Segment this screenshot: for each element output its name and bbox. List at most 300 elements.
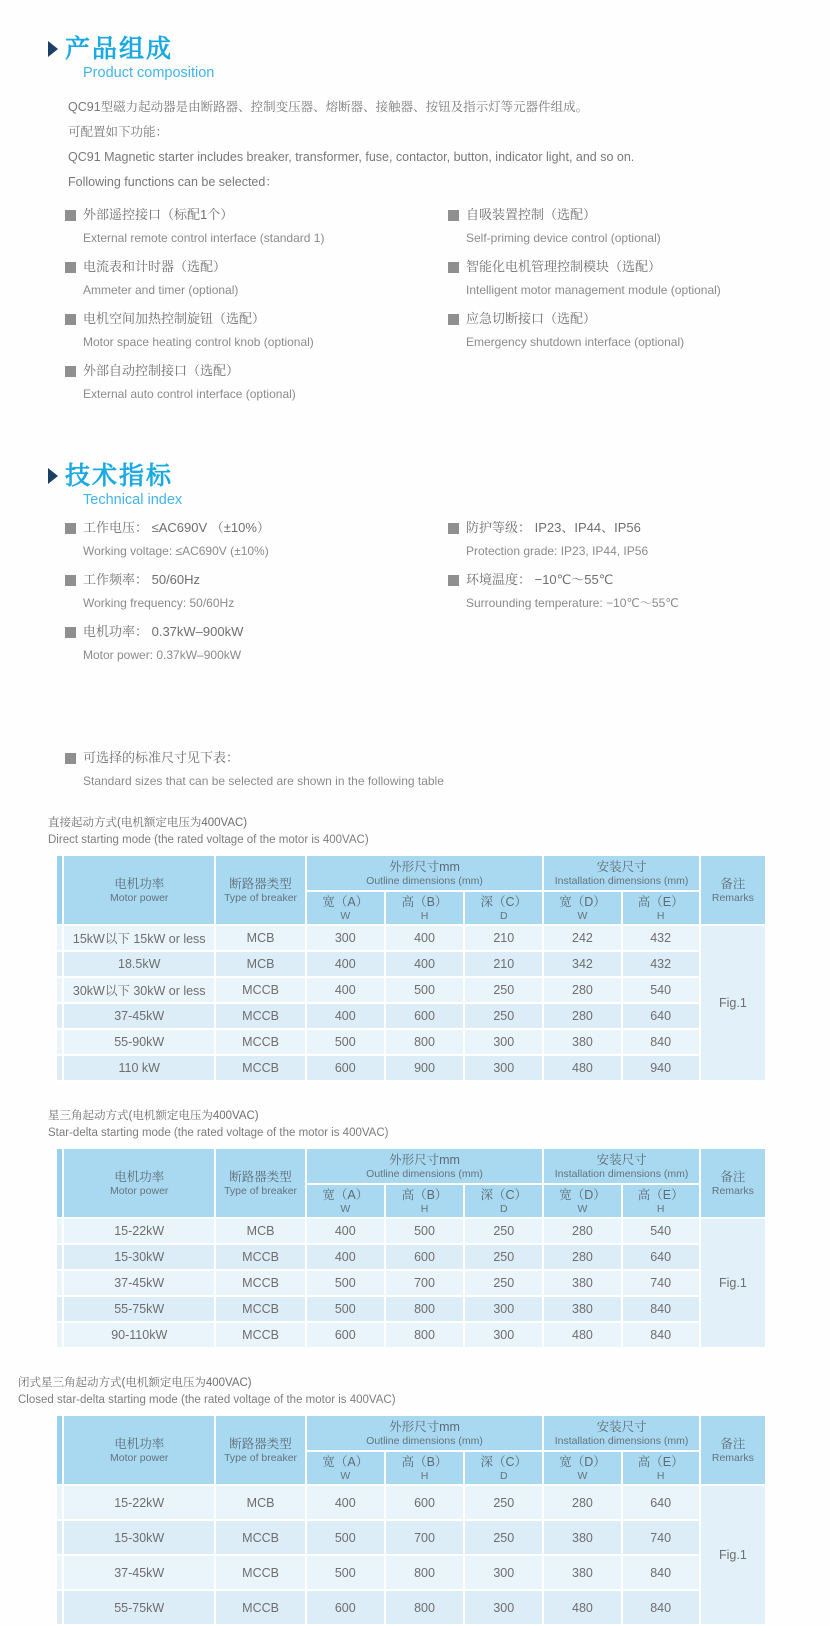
col-subheader-dimension xyxy=(622,891,700,925)
dimension-cell: 300 xyxy=(464,1555,543,1590)
col-subheader-dimension-en: D xyxy=(499,909,508,922)
note-zh: 可选择的标准尺寸见下表： xyxy=(65,750,790,766)
breaker-type-cell: MCCB xyxy=(215,1003,305,1029)
breaker-type-cell: MCCB xyxy=(215,1270,305,1296)
col-header-motor-power xyxy=(63,855,215,925)
table-edge-strip xyxy=(56,1003,63,1029)
table-row xyxy=(56,1296,766,1322)
spec-item-zh xyxy=(448,520,790,536)
table3-caption-zh: 闭式星三角起动方式(电机额定电压为400VAC) xyxy=(18,1377,252,1389)
table2-caption-en: Star-delta starting mode (the rated voltage of the motor is 400VAC) xyxy=(48,1127,389,1139)
table-row xyxy=(56,1555,766,1590)
feature-item-en: Intelligent motor management module (optional) xyxy=(466,283,721,297)
feature-item xyxy=(65,311,448,350)
dimension-cell: 280 xyxy=(543,1003,621,1029)
feature-item-en: External auto control interface (optional) xyxy=(83,387,296,401)
dimension-cell: 500 xyxy=(306,1029,385,1055)
dimension-cell: 800 xyxy=(385,1322,464,1348)
dimension-cell: 600 xyxy=(306,1590,385,1625)
feature-list xyxy=(65,207,790,415)
bullet-square-icon xyxy=(65,627,76,638)
dimension-cell: 400 xyxy=(306,977,385,1003)
table-edge-strip xyxy=(56,1244,63,1270)
bullet-square-icon xyxy=(65,314,76,325)
table-edge-strip xyxy=(56,1029,63,1055)
table-edge-strip xyxy=(56,925,63,951)
bullet-square-icon xyxy=(448,314,459,325)
col-header-installation-dimensions-zh: 安装尺寸 xyxy=(596,1419,647,1434)
spec-item-en: Motor power: 0.37kW–900kW xyxy=(83,648,242,662)
breaker-type-cell: MCCB xyxy=(215,1520,305,1555)
section-title-zh: 产品组成 xyxy=(65,35,174,63)
breaker-type-cell: MCB xyxy=(215,925,305,951)
dimension-cell: 740 xyxy=(622,1270,700,1296)
col-header-installation-dimensions-zh: 安装尺寸 xyxy=(596,1152,647,1167)
col-subheader-dimension xyxy=(385,1184,464,1218)
direct-starting-table xyxy=(55,854,767,1082)
closed-star-delta-table xyxy=(55,1414,767,1626)
spec-item-zh xyxy=(65,624,448,640)
col-subheader-dimension xyxy=(543,891,621,925)
dimension-cell: 700 xyxy=(385,1520,464,1555)
col-header-breaker-type xyxy=(215,855,305,925)
col-header-remarks-zh: 备注 xyxy=(720,1436,746,1451)
dimension-cell: 210 xyxy=(464,951,543,977)
feature-item-en: External remote control interface (standard 1) xyxy=(83,231,325,245)
dimension-cell: 250 xyxy=(464,1270,543,1296)
col-header-outline-dimensions-zh: 外形尺寸mm xyxy=(389,1419,460,1434)
col-header-installation-dimensions-en: Installation dimensions (mm) xyxy=(554,874,689,887)
col-subheader-dimension xyxy=(306,891,385,925)
dimension-cell: 840 xyxy=(622,1590,700,1625)
dimension-cell: 600 xyxy=(306,1322,385,1348)
feature-item-zh xyxy=(448,207,790,223)
table-edge-strip xyxy=(56,1485,63,1520)
col-header-remarks xyxy=(700,1148,766,1218)
dimension-cell: 250 xyxy=(464,1520,543,1555)
dimension-cell: 480 xyxy=(543,1590,621,1625)
motor-power-cell: 15-22kW xyxy=(63,1218,215,1244)
feature-item-en: Emergency shutdown interface (optional) xyxy=(466,335,685,349)
table-edge-strip xyxy=(56,951,63,977)
section-title-en: Technical index xyxy=(83,492,183,508)
dimension-cell: 400 xyxy=(306,951,385,977)
col-header-installation-dimensions-zh: 安装尺寸 xyxy=(596,859,647,874)
dimension-cell: 380 xyxy=(543,1270,621,1296)
col-header-remarks-en: Remarks xyxy=(711,891,754,904)
col-header-remarks-zh: 备注 xyxy=(720,1169,746,1184)
dimension-cell: 400 xyxy=(306,1003,385,1029)
dimension-cell: 480 xyxy=(543,1322,621,1348)
section-arrow-icon xyxy=(48,41,58,57)
spec-item-zh xyxy=(448,572,790,588)
col-subheader-dimension-en: H xyxy=(656,1469,665,1482)
col-subheader-dimension xyxy=(622,1451,700,1485)
dimension-cell: 280 xyxy=(543,1485,621,1520)
spec-item-en: Surrounding temperature: −10℃～55℃ xyxy=(466,596,679,610)
motor-power-cell: 37-45kW xyxy=(63,1555,215,1590)
col-header-motor-power-zh: 电机功率 xyxy=(114,876,165,891)
col-subheader-dimension-zh: 高（E） xyxy=(637,1454,684,1469)
col-header-installation-dimensions xyxy=(543,855,699,891)
motor-power-cell: 110 kW xyxy=(63,1055,215,1081)
col-header-breaker-type-zh: 断路器类型 xyxy=(229,1169,292,1184)
spec-item-zh-text: 工作电压： ≤AC690V （±10%） xyxy=(83,520,270,535)
dimension-cell: 400 xyxy=(385,925,464,951)
col-subheader-dimension-zh: 宽（A） xyxy=(322,1187,369,1202)
table-edge-strip xyxy=(56,1590,63,1625)
table-edge-strip xyxy=(56,1218,63,1244)
feature-list-left xyxy=(65,207,448,415)
dimension-cell: 300 xyxy=(464,1590,543,1625)
dimension-cell: 840 xyxy=(622,1555,700,1590)
table3-caption-en: Closed star-delta starting mode (the rated voltage of the motor is 400VAC) xyxy=(18,1394,396,1406)
dimension-cell: 900 xyxy=(385,1055,464,1081)
motor-power-cell: 15-30kW xyxy=(63,1520,215,1555)
dimension-cell: 500 xyxy=(306,1520,385,1555)
col-header-remarks xyxy=(700,855,766,925)
breaker-type-cell: MCCB xyxy=(215,1029,305,1055)
feature-item-zh-text: 外部自动控制接口（选配） xyxy=(83,363,240,378)
col-header-installation-dimensions-en: Installation dimensions (mm) xyxy=(554,1434,689,1447)
dimension-cell: 840 xyxy=(622,1322,700,1348)
dimension-cell: 380 xyxy=(543,1029,621,1055)
remarks-cell: Fig.1 xyxy=(700,1218,766,1348)
col-subheader-dimension-en: W xyxy=(340,1469,351,1482)
bullet-square-icon xyxy=(65,262,76,273)
col-subheader-dimension-en: W xyxy=(577,1202,588,1215)
dimension-cell: 380 xyxy=(543,1296,621,1322)
table1-caption xyxy=(48,815,790,849)
dimension-cell: 800 xyxy=(385,1590,464,1625)
feature-item xyxy=(448,259,790,298)
dimension-cell: 800 xyxy=(385,1555,464,1590)
col-header-remarks-en: Remarks xyxy=(711,1184,754,1197)
bullet-square-icon xyxy=(448,210,459,221)
col-subheader-dimension xyxy=(306,1451,385,1485)
bullet-square-icon xyxy=(448,262,459,273)
spec-item-en: Working frequency: 50/60Hz xyxy=(83,596,235,610)
motor-power-cell: 15kW以下 15kW or less xyxy=(63,925,215,951)
breaker-type-cell: MCB xyxy=(215,951,305,977)
col-header-outline-dimensions-zh: 外形尺寸mm xyxy=(389,1152,460,1167)
bullet-square-icon xyxy=(65,210,76,221)
feature-item-zh-text: 电机空间加热控制旋钮（选配） xyxy=(83,311,266,326)
section-title-zh: 技术指标 xyxy=(65,462,174,490)
dimension-cell: 300 xyxy=(464,1296,543,1322)
table-row xyxy=(56,1218,766,1244)
col-header-breaker-type-en: Type of breaker xyxy=(224,1451,298,1464)
col-subheader-dimension xyxy=(543,1184,621,1218)
col-header-installation-dimensions xyxy=(543,1415,699,1451)
table-row xyxy=(56,1270,766,1296)
dimension-cell: 800 xyxy=(385,1029,464,1055)
feature-item xyxy=(448,311,790,350)
spec-list-left xyxy=(65,520,448,676)
dimension-cell: 242 xyxy=(543,925,621,951)
col-header-breaker-type xyxy=(215,1415,305,1485)
col-header-motor-power xyxy=(63,1148,215,1218)
col-header-remarks-zh: 备注 xyxy=(720,876,746,891)
table-row xyxy=(56,1520,766,1555)
col-header-outline-dimensions-zh: 外形尺寸mm xyxy=(389,859,460,874)
col-subheader-dimension-zh: 高（B） xyxy=(401,1454,448,1469)
dimension-cell: 250 xyxy=(464,1485,543,1520)
table-row xyxy=(56,1244,766,1270)
dimension-cell: 250 xyxy=(464,1244,543,1270)
col-header-motor-power-zh: 电机功率 xyxy=(114,1436,165,1451)
table-row xyxy=(56,951,766,977)
feature-item xyxy=(65,207,448,246)
col-subheader-dimension xyxy=(622,1184,700,1218)
col-header-motor-power-en: Motor power xyxy=(110,1184,169,1197)
intro-paragraphs xyxy=(68,95,790,195)
bullet-square-icon xyxy=(448,523,459,534)
standard-sizes-note xyxy=(65,750,790,789)
dimension-cell: 940 xyxy=(622,1055,700,1081)
dimension-cell: 400 xyxy=(306,1485,385,1520)
spec-list-right xyxy=(448,520,790,676)
feature-item-zh xyxy=(448,311,790,327)
star-delta-table xyxy=(55,1147,767,1349)
motor-power-cell: 15-22kW xyxy=(63,1485,215,1520)
section-arrow-icon xyxy=(48,468,58,484)
col-subheader-dimension-zh: 宽（A） xyxy=(322,894,369,909)
col-subheader-dimension-en: H xyxy=(656,1202,665,1215)
spec-item xyxy=(65,624,448,663)
spec-item xyxy=(65,520,448,559)
col-subheader-dimension-zh: 宽（D） xyxy=(559,894,606,909)
spec-item-zh-text: 防护等级： IP23、IP44、IP56 xyxy=(466,520,641,535)
table-edge-strip xyxy=(56,1555,63,1590)
product-composition-heading xyxy=(48,34,790,81)
col-subheader-dimension-en: W xyxy=(577,1469,588,1482)
table2-caption xyxy=(48,1108,790,1142)
feature-item-en: Ammeter and timer (optional) xyxy=(83,283,239,297)
feature-item-zh-text: 外部遥控接口（标配1个） xyxy=(83,207,234,222)
intro-paragraph: Following functions can be selected： xyxy=(68,175,278,189)
bullet-square-icon xyxy=(448,575,459,586)
dimension-cell: 640 xyxy=(622,1003,700,1029)
col-header-breaker-type-zh: 断路器类型 xyxy=(229,1436,292,1451)
table-edge-strip xyxy=(56,1296,63,1322)
table3-caption xyxy=(18,1375,790,1409)
col-header-remarks xyxy=(700,1415,766,1485)
dimension-cell: 342 xyxy=(543,951,621,977)
dimension-cell: 600 xyxy=(385,1003,464,1029)
dimension-cell: 300 xyxy=(306,925,385,951)
motor-power-cell: 18.5kW xyxy=(63,951,215,977)
table2-caption-zh: 星三角起动方式(电机额定电压为400VAC) xyxy=(48,1110,259,1122)
dimension-cell: 500 xyxy=(306,1296,385,1322)
feature-item-en: Motor space heating control knob (optional) xyxy=(83,335,314,349)
technical-index-heading xyxy=(48,461,790,508)
col-subheader-dimension-zh: 高（E） xyxy=(637,894,684,909)
feature-item-zh xyxy=(65,363,448,379)
dimension-cell: 640 xyxy=(622,1485,700,1520)
col-subheader-dimension-en: H xyxy=(420,909,429,922)
breaker-type-cell: MCB xyxy=(215,1485,305,1520)
intro-paragraph: QC91 Magnetic starter includes breaker, transformer, fuse, contactor, button, indicator light, and so on. xyxy=(68,150,635,164)
motor-power-cell: 30kW以下 30kW or less xyxy=(63,977,215,1003)
feature-item-zh-text: 自吸装置控制（选配） xyxy=(466,207,597,222)
dimension-cell: 700 xyxy=(385,1270,464,1296)
breaker-type-cell: MCCB xyxy=(215,1296,305,1322)
bullet-square-icon xyxy=(65,366,76,377)
col-subheader-dimension xyxy=(543,1451,621,1485)
breaker-type-cell: MCCB xyxy=(215,1555,305,1590)
feature-list-right xyxy=(448,207,790,415)
bullet-square-icon xyxy=(65,753,76,764)
feature-item-zh xyxy=(65,259,448,275)
breaker-type-cell: MCB xyxy=(215,1218,305,1244)
remarks-cell: Fig.1 xyxy=(700,925,766,1081)
col-subheader-dimension-zh: 深（C） xyxy=(480,1454,527,1469)
col-header-outline-dimensions xyxy=(306,1415,544,1451)
feature-item xyxy=(65,363,448,402)
dimension-cell: 480 xyxy=(543,1055,621,1081)
col-subheader-dimension xyxy=(385,1451,464,1485)
col-subheader-dimension-en: D xyxy=(499,1469,508,1482)
dimension-cell: 400 xyxy=(306,1218,385,1244)
breaker-type-cell: MCCB xyxy=(215,1244,305,1270)
dimension-cell: 250 xyxy=(464,1218,543,1244)
spec-item xyxy=(65,572,448,611)
table-edge-strip xyxy=(56,1322,63,1348)
feature-item-zh xyxy=(448,259,790,275)
dimension-cell: 600 xyxy=(306,1055,385,1081)
col-header-breaker-type-en: Type of breaker xyxy=(224,1184,298,1197)
table-row xyxy=(56,977,766,1003)
table-row xyxy=(56,1055,766,1081)
motor-power-cell: 15-30kW xyxy=(63,1244,215,1270)
col-subheader-dimension xyxy=(464,1451,543,1485)
motor-power-cell: 55-90kW xyxy=(63,1029,215,1055)
table-edge-strip xyxy=(56,1415,63,1485)
col-header-motor-power-zh: 电机功率 xyxy=(114,1169,165,1184)
col-header-outline-dimensions-en: Outline dimensions (mm) xyxy=(366,1434,483,1447)
table-row xyxy=(56,1590,766,1625)
dimension-cell: 210 xyxy=(464,925,543,951)
dimension-cell: 432 xyxy=(622,925,700,951)
dimension-cell: 540 xyxy=(622,977,700,1003)
dimension-cell: 400 xyxy=(385,951,464,977)
col-subheader-dimension xyxy=(385,891,464,925)
spec-item xyxy=(448,572,790,611)
spec-item-zh xyxy=(65,520,448,536)
spec-item-en: Protection grade: IP23, IP44, IP56 xyxy=(466,544,649,558)
col-header-breaker-type-zh: 断路器类型 xyxy=(229,876,292,891)
col-header-installation-dimensions xyxy=(543,1148,699,1184)
dimension-cell: 400 xyxy=(306,1244,385,1270)
col-header-breaker-type xyxy=(215,1148,305,1218)
col-subheader-dimension-en: H xyxy=(420,1202,429,1215)
bullet-square-icon xyxy=(65,523,76,534)
table-edge-strip xyxy=(56,855,63,925)
dimension-cell: 280 xyxy=(543,977,621,1003)
col-subheader-dimension-zh: 宽（D） xyxy=(559,1187,606,1202)
spec-item-zh xyxy=(65,572,448,588)
col-subheader-dimension-en: H xyxy=(420,1469,429,1482)
col-subheader-dimension-en: W xyxy=(340,909,351,922)
col-subheader-dimension xyxy=(306,1184,385,1218)
dimension-cell: 640 xyxy=(622,1244,700,1270)
dimension-cell: 432 xyxy=(622,951,700,977)
intro-paragraph: 可配置如下功能： xyxy=(68,125,169,139)
col-header-breaker-type-en: Type of breaker xyxy=(224,891,298,904)
remarks-cell: Fig.1 xyxy=(700,1485,766,1625)
col-subheader-dimension-en: D xyxy=(499,1202,508,1215)
note-en: Standard sizes that can be selected are shown in the following table xyxy=(83,774,444,788)
col-header-remarks-en: Remarks xyxy=(711,1451,754,1464)
table-edge-strip xyxy=(56,1148,63,1218)
dimension-cell: 300 xyxy=(464,1322,543,1348)
bullet-square-icon xyxy=(65,575,76,586)
dimension-cell: 600 xyxy=(385,1485,464,1520)
dimension-cell: 380 xyxy=(543,1555,621,1590)
col-header-outline-dimensions-en: Outline dimensions (mm) xyxy=(366,1167,483,1180)
col-subheader-dimension-zh: 宽（D） xyxy=(559,1454,606,1469)
col-subheader-dimension xyxy=(464,1184,543,1218)
col-subheader-dimension-zh: 高（B） xyxy=(401,894,448,909)
col-header-motor-power-en: Motor power xyxy=(110,891,169,904)
col-header-motor-power-en: Motor power xyxy=(110,1451,169,1464)
col-subheader-dimension-zh: 深（C） xyxy=(480,1187,527,1202)
dimension-cell: 840 xyxy=(622,1296,700,1322)
dimension-cell: 280 xyxy=(543,1218,621,1244)
breaker-type-cell: MCCB xyxy=(215,1055,305,1081)
table-edge-strip xyxy=(56,977,63,1003)
col-subheader-dimension-zh: 深（C） xyxy=(480,894,527,909)
dimension-cell: 840 xyxy=(622,1029,700,1055)
intro-paragraph: QC91型磁力起动器是由断路器、控制变压器、熔断器、接触器、按钮及指示灯等元器件组成。 xyxy=(68,100,589,114)
col-header-outline-dimensions xyxy=(306,855,544,891)
motor-power-cell: 37-45kW xyxy=(63,1270,215,1296)
col-subheader-dimension-en: W xyxy=(577,909,588,922)
table-edge-strip xyxy=(56,1270,63,1296)
col-subheader-dimension-zh: 高（E） xyxy=(637,1187,684,1202)
spec-item xyxy=(448,520,790,559)
table1-caption-en: Direct starting mode (the rated voltage of the motor is 400VAC) xyxy=(48,834,369,846)
col-subheader-dimension-en: H xyxy=(656,909,665,922)
dimension-cell: 500 xyxy=(306,1270,385,1296)
table1-caption-zh: 直接起动方式(电机额定电压为400VAC) xyxy=(48,817,248,829)
dimension-cell: 540 xyxy=(622,1218,700,1244)
motor-power-cell: 37-45kW xyxy=(63,1003,215,1029)
feature-item-zh-text: 智能化电机管理控制模块（选配） xyxy=(466,259,662,274)
feature-item xyxy=(65,259,448,298)
spec-list xyxy=(65,520,790,676)
section-title-en: Product composition xyxy=(83,65,215,81)
spec-item-en: Working voltage: ≤AC690V (±10%) xyxy=(83,544,269,558)
dimension-cell: 500 xyxy=(306,1555,385,1590)
table-row xyxy=(56,1029,766,1055)
table-row xyxy=(56,1485,766,1520)
dimension-cell: 250 xyxy=(464,1003,543,1029)
table-row xyxy=(56,925,766,951)
spec-item-zh-text: 电机功率： 0.37kW–900kW xyxy=(83,624,244,639)
col-header-outline-dimensions xyxy=(306,1148,544,1184)
spec-item-zh-text: 环境温度： −10℃～55℃ xyxy=(466,572,614,587)
feature-item-zh xyxy=(65,207,448,223)
dimension-cell: 280 xyxy=(543,1244,621,1270)
col-header-outline-dimensions-en: Outline dimensions (mm) xyxy=(366,874,483,887)
breaker-type-cell: MCCB xyxy=(215,1590,305,1625)
dimension-cell: 300 xyxy=(464,1029,543,1055)
feature-item-zh-text: 应急切断接口（选配） xyxy=(466,311,597,326)
col-header-installation-dimensions-en: Installation dimensions (mm) xyxy=(554,1167,689,1180)
feature-item-zh xyxy=(65,311,448,327)
